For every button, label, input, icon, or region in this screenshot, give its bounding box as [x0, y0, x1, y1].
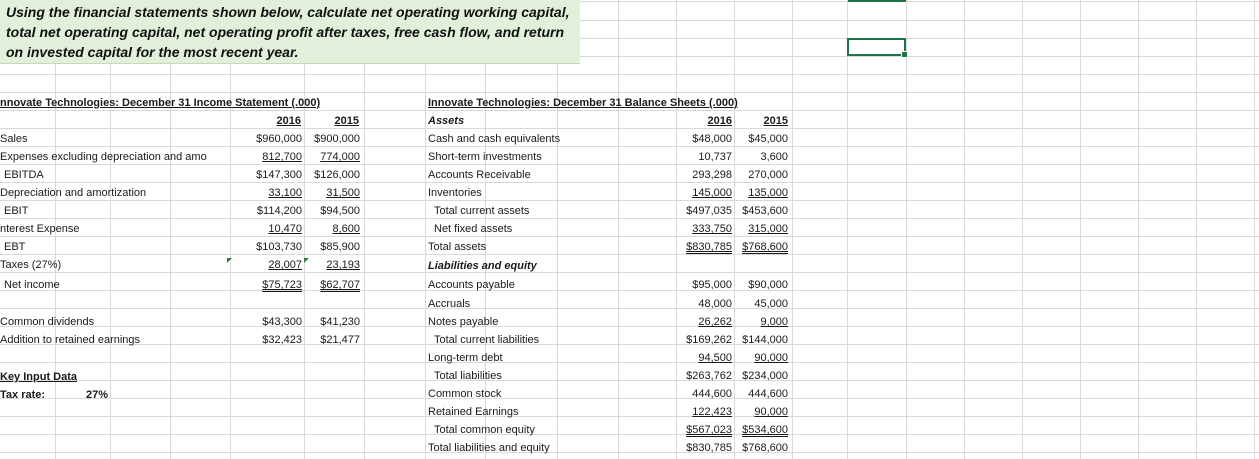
balance-value-2015[interactable]: 315,000: [748, 223, 788, 235]
tax-rate-label[interactable]: Tax rate:: [0, 389, 46, 401]
income-value-2015[interactable]: 31,500: [326, 187, 360, 199]
balance-value-2015[interactable]: 90,000: [754, 352, 788, 364]
income-label-sales[interactable]: Sales: [0, 133, 28, 145]
fill-handle[interactable]: [901, 51, 908, 58]
balance-value-2016[interactable]: 444,600: [692, 388, 732, 400]
income-year-2016[interactable]: 2016: [276, 115, 301, 127]
balance-label-total-current-assets[interactable]: Total current assets: [434, 205, 530, 217]
balance-label-notes-payable[interactable]: Notes payable: [428, 316, 499, 328]
balance-value-2015[interactable]: $534,600: [742, 424, 788, 436]
income-value-2015[interactable]: $62,707: [320, 279, 360, 291]
balance-year-2015[interactable]: 2015: [763, 115, 788, 127]
balance-value-2015[interactable]: 444,600: [748, 388, 788, 400]
income-label-retained[interactable]: Addition to retained earnings: [0, 334, 141, 346]
income-value-2015[interactable]: 8,600: [332, 223, 360, 235]
balance-value-2015[interactable]: 3,600: [760, 151, 788, 163]
balance-value-2016[interactable]: $830,785: [686, 241, 732, 253]
income-value-2016[interactable]: 812,700: [262, 151, 302, 163]
balance-value-2016[interactable]: 26,262: [698, 316, 732, 328]
balance-value-2016[interactable]: $497,035: [686, 205, 732, 217]
balance-year-2016[interactable]: 2016: [707, 115, 732, 127]
balance-value-2016[interactable]: $169,262: [686, 334, 732, 346]
balance-value-2015[interactable]: 135,000: [748, 187, 788, 199]
income-value-2015[interactable]: $85,900: [320, 241, 360, 253]
income-value-2015[interactable]: $126,000: [314, 169, 360, 181]
balance-value-2015[interactable]: 270,000: [748, 169, 788, 181]
balance-label-retained-earnings[interactable]: Retained Earnings: [428, 406, 519, 418]
income-value-2015[interactable]: $21,477: [320, 334, 360, 346]
balance-label-long-term-debt[interactable]: Long-term debt: [428, 352, 503, 364]
active-column-indicator: [848, 0, 906, 2]
balance-value-2015[interactable]: 45,000: [754, 298, 788, 310]
balance-value-2015[interactable]: $144,000: [742, 334, 788, 346]
income-value-2015[interactable]: 23,193: [326, 259, 360, 271]
balance-value-2015[interactable]: $453,600: [742, 205, 788, 217]
balance-value-2016[interactable]: 94,500: [698, 352, 732, 364]
balance-value-2016[interactable]: $95,000: [692, 279, 732, 291]
income-value-2016[interactable]: 28,007: [268, 259, 302, 271]
balance-label-total-liabilities-equity[interactable]: Total liabilities and equity: [428, 442, 550, 454]
balance-value-2016[interactable]: 293,298: [692, 169, 732, 181]
balance-value-2016[interactable]: $48,000: [692, 133, 732, 145]
income-value-2016[interactable]: $43,300: [262, 316, 302, 328]
income-value-2016[interactable]: $114,200: [256, 205, 302, 217]
balance-label-total-liabilities[interactable]: Total liabilities: [434, 370, 502, 382]
balance-value-2016[interactable]: 333,750: [692, 223, 732, 235]
balance-label-total-assets[interactable]: Total assets: [428, 241, 487, 253]
income-label-ebt[interactable]: EBT: [4, 241, 26, 253]
balance-label-total-common-equity[interactable]: Total common equity: [434, 424, 535, 436]
balance-value-2015[interactable]: $45,000: [748, 133, 788, 145]
assets-heading[interactable]: Assets: [428, 115, 465, 127]
balance-label-common-stock[interactable]: Common stock: [428, 388, 502, 400]
balance-value-2015[interactable]: 90,000: [754, 406, 788, 418]
selected-cell[interactable]: [847, 38, 906, 56]
income-year-2015[interactable]: 2015: [334, 115, 359, 127]
income-value-2016[interactable]: 33,100: [268, 187, 302, 199]
income-statement-title[interactable]: nnovate Technologies: December 31 Income Statement (.000): [0, 97, 321, 109]
balance-label-total-current-liabilities[interactable]: Total current liabilities: [434, 334, 540, 346]
income-label-expenses[interactable]: Expenses excluding depreciation and amo: [0, 151, 207, 163]
income-value-2015[interactable]: $41,230: [320, 316, 360, 328]
balance-value-2015[interactable]: $90,000: [748, 279, 788, 291]
balance-value-2016[interactable]: $567,023: [686, 424, 732, 436]
balance-label-cash[interactable]: Cash and cash equivalents: [428, 133, 561, 145]
income-value-2016[interactable]: $147,300: [256, 169, 302, 181]
income-label-interest[interactable]: nterest Expense: [0, 223, 80, 235]
balance-label-accounts-payable[interactable]: Accounts payable: [428, 279, 515, 291]
income-value-2015[interactable]: $900,000: [314, 133, 360, 145]
balance-label-accruals[interactable]: Accruals: [428, 298, 471, 310]
liabilities-equity-heading[interactable]: Liabilities and equity: [428, 260, 537, 272]
balance-value-2016[interactable]: 145,000: [692, 187, 732, 199]
balance-value-2016[interactable]: 10,737: [698, 151, 732, 163]
balance-value-2016[interactable]: 48,000: [698, 298, 732, 310]
balance-label-short-term[interactable]: Short-term investments: [428, 151, 542, 163]
income-label-taxes[interactable]: Taxes (27%): [0, 259, 62, 271]
income-value-2015[interactable]: $94,500: [320, 205, 360, 217]
task-instructions: Using the financial statements shown below, calculate net operating working capital, total net operating capital, net operating profit after taxes, free cash flow, and return on invested capital for the most recent year.: [0, 0, 580, 64]
income-value-2015[interactable]: 774,000: [320, 151, 360, 163]
balance-label-inventories[interactable]: Inventories: [428, 187, 482, 199]
balance-value-2015[interactable]: 9,000: [760, 316, 788, 328]
balance-value-2015[interactable]: $768,600: [742, 442, 788, 454]
balance-value-2016[interactable]: $263,762: [686, 370, 732, 382]
key-input-title[interactable]: Key Input Data: [0, 371, 78, 383]
balance-label-net-fixed-assets[interactable]: Net fixed assets: [434, 223, 513, 235]
income-label-depreciation[interactable]: Depreciation and amortization: [0, 187, 147, 199]
balance-label-receivable[interactable]: Accounts Receivable: [428, 169, 531, 181]
income-value-2016[interactable]: $75,723: [262, 279, 302, 291]
income-label-net-income[interactable]: Net income: [4, 279, 60, 291]
balance-value-2015[interactable]: $234,000: [742, 370, 788, 382]
income-value-2016[interactable]: $960,000: [256, 133, 302, 145]
tax-rate-value[interactable]: 27%: [85, 389, 108, 401]
income-value-2016[interactable]: $32,423: [262, 334, 302, 346]
balance-value-2016[interactable]: $830,785: [686, 442, 732, 454]
balance-value-2015[interactable]: $768,600: [742, 241, 788, 253]
income-value-2016[interactable]: $103,730: [256, 241, 302, 253]
balance-sheet-title[interactable]: Innovate Technologies: December 31 Balance Sheets (.000): [428, 97, 738, 109]
balance-value-2016[interactable]: 122,423: [692, 406, 732, 418]
income-label-ebitda[interactable]: EBITDA: [4, 169, 44, 181]
income-label-dividends[interactable]: Common dividends: [0, 316, 95, 328]
income-label-ebit[interactable]: EBIT: [4, 205, 29, 217]
income-value-2016[interactable]: 10,470: [268, 223, 302, 235]
